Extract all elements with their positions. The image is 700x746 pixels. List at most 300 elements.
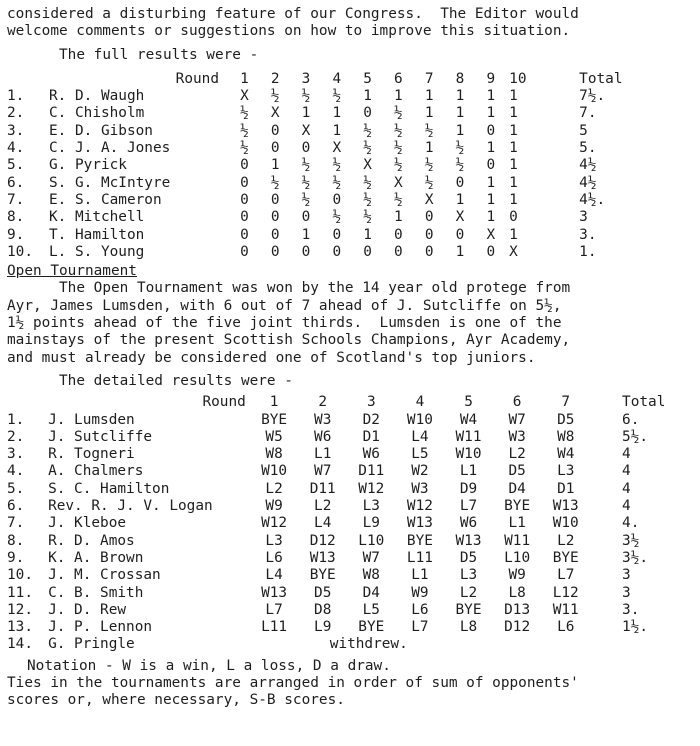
player-name: G. Pyrick xyxy=(49,157,127,174)
score-cell: 0 xyxy=(270,226,280,243)
result-cell: D4 xyxy=(362,584,380,601)
player-rank: 5. xyxy=(7,480,25,497)
player-row xyxy=(7,567,700,584)
player-row xyxy=(7,192,639,209)
congress-header-row xyxy=(7,71,639,88)
result-cell: L2 xyxy=(508,446,526,463)
score-cell: 0 xyxy=(332,191,342,208)
player-row xyxy=(7,105,639,122)
result-cell: L6 xyxy=(557,619,575,636)
score-cell: 1 xyxy=(270,157,280,174)
total-label: Total xyxy=(579,70,623,87)
result-cell: L1 xyxy=(459,463,478,480)
score-cell: ½ xyxy=(301,88,311,105)
score-cell: 0 xyxy=(424,226,434,243)
congress-results-table xyxy=(7,71,639,261)
round-number: 3 xyxy=(301,70,311,87)
result-cell: L1 xyxy=(314,446,332,463)
score-cell: 1 xyxy=(455,243,465,260)
score-cell: ½ xyxy=(332,209,342,226)
score-cell: ½ xyxy=(332,174,342,191)
result-cell: D13 xyxy=(504,601,531,618)
result-cell: L10 xyxy=(504,549,531,566)
result-cell: L4 xyxy=(314,515,332,532)
result-cell: BYE xyxy=(309,567,336,584)
player-name: K. A. Brown xyxy=(48,549,144,566)
score-cell: 1 xyxy=(301,105,311,122)
player-total: 1. xyxy=(579,243,597,260)
player-total: 4. xyxy=(622,515,640,532)
player-row xyxy=(7,515,700,532)
score-cell: ½ xyxy=(424,157,434,174)
player-row xyxy=(7,533,700,550)
player-row xyxy=(7,550,700,567)
result-cell: W3 xyxy=(411,480,429,497)
result-cell: D4 xyxy=(508,480,526,497)
score-cell: 0 xyxy=(455,226,465,243)
score-cell: ½ xyxy=(363,191,372,208)
header-spacer xyxy=(7,394,48,411)
result-cell: BYE xyxy=(261,411,288,428)
player-total: 3 xyxy=(579,209,588,226)
player-name: L. S. Young xyxy=(49,243,145,260)
score-cell: X xyxy=(270,105,280,122)
player-row xyxy=(7,244,639,261)
result-cell: D11 xyxy=(309,480,336,497)
score-cell: 0 xyxy=(332,226,342,243)
score-cell: 0 xyxy=(332,243,342,260)
score-cell: 0 xyxy=(394,243,403,260)
score-cell: 1 xyxy=(509,157,518,174)
result-cell: D5 xyxy=(557,411,575,428)
player-name: R. Togneri xyxy=(48,446,135,463)
score-cell: 1 xyxy=(394,209,403,226)
result-cell: L12 xyxy=(552,584,579,601)
result-cell: L2 xyxy=(557,532,575,549)
open-para-line-3: 1½ points ahead of the five joint thirds. Lumsden is one of the xyxy=(7,315,562,332)
player-row xyxy=(7,227,639,244)
score-cell: 1 xyxy=(424,88,434,105)
round-number: 7 xyxy=(424,70,434,87)
player-name: C. B. Smith xyxy=(48,584,144,601)
result-cell: L3 xyxy=(557,463,575,480)
score-cell: X xyxy=(486,226,496,243)
player-total: 3 xyxy=(622,584,631,601)
player-name: G. Pringle xyxy=(48,636,135,653)
player-rank: 9. xyxy=(7,549,25,566)
result-cell: W9 xyxy=(265,498,283,515)
score-cell: ½ xyxy=(240,105,249,122)
player-rank: 9. xyxy=(7,226,25,243)
player-total: 3½ xyxy=(622,532,640,549)
player-row xyxy=(7,481,700,498)
score-cell: 1 xyxy=(363,226,372,243)
player-rank: 13. xyxy=(7,619,33,636)
result-cell: D2 xyxy=(362,411,380,428)
score-cell: ½ xyxy=(301,174,311,191)
result-cell: D12 xyxy=(504,619,531,636)
result-cell: W8 xyxy=(557,428,575,445)
result-cell: L4 xyxy=(265,567,283,584)
player-rank: 10. xyxy=(7,243,33,260)
player-rank: 6. xyxy=(7,498,25,515)
result-cell: W7 xyxy=(362,549,380,566)
round-number: 7 xyxy=(561,394,571,411)
player-total: 5. xyxy=(579,140,597,157)
result-cell: BYE xyxy=(358,619,385,636)
player-name: J. Lumsden xyxy=(48,411,135,428)
score-cell: 0 xyxy=(363,243,372,260)
player-rank: 11. xyxy=(7,584,33,601)
score-cell: 0 xyxy=(301,243,311,260)
detailed-results-intro: The detailed results were - xyxy=(59,372,293,389)
player-row xyxy=(7,463,700,480)
player-total: 5 xyxy=(579,122,588,139)
player-total: 4 xyxy=(622,498,631,515)
result-cell: L7 xyxy=(557,567,575,584)
score-cell: ½ xyxy=(363,174,372,191)
score-cell: 1 xyxy=(486,191,496,208)
result-cell: W10 xyxy=(455,446,482,463)
player-rank: 7. xyxy=(7,191,25,208)
score-cell: 0 xyxy=(301,209,311,226)
open-header-row xyxy=(7,394,700,411)
score-cell: 1 xyxy=(394,88,403,105)
round-number: 4 xyxy=(332,70,342,87)
score-cell: ½ xyxy=(240,122,249,139)
player-name: C. J. A. Jones xyxy=(49,140,171,157)
round-number: 6 xyxy=(512,394,522,411)
player-rank: 6. xyxy=(7,174,25,191)
player-name: E. S. Cameron xyxy=(49,191,162,208)
player-total: 3½. xyxy=(622,549,649,566)
score-cell: 1 xyxy=(509,140,518,157)
congress-results-body xyxy=(7,88,639,261)
score-cell: 1 xyxy=(455,191,465,208)
round-number: 4 xyxy=(415,394,425,411)
player-rank: 7. xyxy=(7,515,25,532)
score-cell: 1 xyxy=(486,105,496,122)
score-cell: 1 xyxy=(424,140,434,157)
player-total: 4 xyxy=(622,480,631,497)
round-number: 2 xyxy=(318,394,328,411)
result-cell: L2 xyxy=(314,498,332,515)
player-total: 4 xyxy=(622,463,631,480)
result-cell: L3 xyxy=(362,498,380,515)
open-results-body xyxy=(7,412,700,654)
score-cell: 0 xyxy=(424,209,434,226)
result-cell: W13 xyxy=(552,498,579,515)
result-cell: L7 xyxy=(459,498,478,515)
player-total: 3. xyxy=(579,226,597,243)
player-name: R. D. Waugh xyxy=(49,88,145,105)
score-cell: 0 xyxy=(270,209,280,226)
result-cell: L1 xyxy=(508,515,526,532)
result-cell: W5 xyxy=(265,428,283,445)
player-total: 6. xyxy=(622,411,640,428)
result-cell: W6 xyxy=(459,515,478,532)
player-total: 4½ xyxy=(579,174,597,191)
score-cell: ½ xyxy=(240,140,249,157)
player-rank: 8. xyxy=(7,532,25,549)
score-cell: 0 xyxy=(240,226,249,243)
round-number: 5 xyxy=(363,70,372,87)
player-name: J. P. Lennon xyxy=(48,619,153,636)
open-para-line-2: Ayr, James Lumsden, with 6 out of 7 ahead of J. Sutcliffe on 5½, xyxy=(7,297,562,314)
open-results-table xyxy=(7,394,700,653)
ties-line-2: scores or, where necessary, S-B scores. xyxy=(7,692,345,709)
player-row xyxy=(7,175,639,192)
ties-line-1: Ties in the tournaments are arranged in order of sum of opponents' xyxy=(7,674,579,691)
player-total: 7½. xyxy=(579,88,606,105)
score-cell: X xyxy=(509,243,518,260)
intro-line-1: considered a disturbing feature of our Congress. The Editor would xyxy=(7,6,579,22)
score-cell: 1 xyxy=(486,209,496,226)
result-cell: W11 xyxy=(552,601,579,618)
score-cell: 1 xyxy=(332,122,342,139)
result-cell: L2 xyxy=(265,480,283,497)
player-name: J. M. Crossan xyxy=(48,567,161,584)
score-cell: X xyxy=(424,191,434,208)
player-row xyxy=(7,585,700,602)
score-cell: ½ xyxy=(270,174,280,191)
round-number: 6 xyxy=(394,70,403,87)
result-cell: L6 xyxy=(265,549,283,566)
player-row xyxy=(7,498,700,515)
score-cell: 1 xyxy=(509,191,518,208)
player-name: Rev. R. J. V. Logan xyxy=(48,498,213,515)
player-rank: 2. xyxy=(7,105,25,122)
result-cell: W13 xyxy=(406,515,433,532)
score-cell: 1 xyxy=(486,88,496,105)
score-cell: X xyxy=(332,140,342,157)
result-cell: W8 xyxy=(362,567,380,584)
score-cell: ½ xyxy=(363,209,372,226)
result-cell: D8 xyxy=(314,601,332,618)
player-rank: 3. xyxy=(7,122,25,139)
player-name: J. Sutcliffe xyxy=(48,428,153,445)
score-cell: 1 xyxy=(509,105,518,122)
score-cell: 0 xyxy=(240,209,249,226)
result-cell: L3 xyxy=(459,567,478,584)
result-cell: D9 xyxy=(459,480,478,497)
result-cell: W2 xyxy=(411,463,429,480)
result-cell: L6 xyxy=(411,601,429,618)
score-cell: ½ xyxy=(301,157,311,174)
score-cell: 1 xyxy=(455,105,465,122)
result-cell: BYE xyxy=(552,549,579,566)
score-cell: 0 xyxy=(240,243,249,260)
result-cell: W10 xyxy=(406,411,433,428)
score-cell: 1 xyxy=(332,105,342,122)
score-cell: ½ xyxy=(270,88,280,105)
result-cell: L2 xyxy=(459,584,478,601)
player-row xyxy=(7,602,700,619)
result-cell: L5 xyxy=(411,446,429,463)
result-cell: BYE xyxy=(406,532,433,549)
player-rank: 14. xyxy=(7,636,33,653)
score-cell: ½ xyxy=(332,88,342,105)
player-name: T. Hamilton xyxy=(49,226,145,243)
score-cell: 1 xyxy=(455,122,465,139)
full-results-intro: The full results were - xyxy=(59,46,259,63)
open-para-line-5: and must already be considered one of Scotland's top juniors. xyxy=(7,349,536,366)
player-total: 4½. xyxy=(579,191,606,208)
player-row xyxy=(7,446,700,463)
result-cell: W4 xyxy=(557,446,575,463)
round-number: 1 xyxy=(269,394,279,411)
round-number: 1 xyxy=(240,70,249,87)
score-cell: 1 xyxy=(363,88,372,105)
result-cell: D1 xyxy=(362,428,380,445)
player-total: 4½ xyxy=(579,157,597,174)
score-cell: 0 xyxy=(486,122,496,139)
score-cell: 0 xyxy=(240,157,249,174)
score-cell: 0 xyxy=(455,174,465,191)
score-cell: 0 xyxy=(486,157,496,174)
header-spacer xyxy=(7,71,49,88)
result-cell: W10 xyxy=(552,515,579,532)
result-cell: L9 xyxy=(314,619,332,636)
result-cell: L5 xyxy=(362,601,380,618)
result-cell: W11 xyxy=(455,428,482,445)
result-cell: W6 xyxy=(314,428,332,445)
result-cell: W11 xyxy=(504,532,531,549)
total-label: Total xyxy=(622,394,666,411)
score-cell: ½ xyxy=(301,191,311,208)
player-rank: 12. xyxy=(7,601,33,618)
player-name: C. Chisholm xyxy=(49,105,145,122)
intro-line-2: welcome comments or suggestions on how to improve this situation. xyxy=(7,23,571,40)
open-para-line-4: mainstays of the present Scottish Schools Champions, Ayr Academy, xyxy=(7,332,571,349)
result-cell: L3 xyxy=(265,532,283,549)
player-name: J. Kleboe xyxy=(48,515,127,532)
result-cell: D1 xyxy=(557,480,575,497)
score-cell: 0 xyxy=(394,226,403,243)
result-cell: L11 xyxy=(406,549,433,566)
result-cell: W6 xyxy=(362,446,380,463)
player-rank: 1. xyxy=(7,411,25,428)
result-cell: W4 xyxy=(459,411,478,428)
score-cell: ½ xyxy=(424,122,434,139)
result-cell: W13 xyxy=(261,584,288,601)
player-row xyxy=(7,157,639,174)
result-cell: W3 xyxy=(314,411,332,428)
result-cell: W8 xyxy=(265,446,283,463)
score-cell: 0 xyxy=(486,243,496,260)
score-cell: X xyxy=(301,122,311,139)
result-cell: W9 xyxy=(411,584,429,601)
result-cell: D5 xyxy=(459,549,478,566)
score-cell: 0 xyxy=(270,122,280,139)
result-cell: L7 xyxy=(265,601,283,618)
player-total: 3. xyxy=(622,601,640,618)
score-cell: 1 xyxy=(509,174,518,191)
player-total-empty xyxy=(590,636,700,653)
result-cell: L1 xyxy=(411,567,429,584)
score-cell: X xyxy=(455,209,465,226)
result-cell: W12 xyxy=(406,498,433,515)
result-cell: W10 xyxy=(261,463,288,480)
player-name: E. D. Gibson xyxy=(49,122,153,139)
result-cell: L9 xyxy=(362,515,380,532)
score-cell: ½ xyxy=(394,122,403,139)
player-total: 4 xyxy=(622,446,631,463)
score-cell: ½ xyxy=(394,140,403,157)
score-cell: 0 xyxy=(509,209,518,226)
score-cell: X xyxy=(394,174,403,191)
round-number: 9 xyxy=(486,70,496,87)
result-cell: W3 xyxy=(508,428,526,445)
result-cell: W7 xyxy=(314,463,332,480)
round-number: 3 xyxy=(366,394,376,411)
score-cell: 0 xyxy=(363,105,372,122)
player-row xyxy=(7,429,700,446)
player-rank: 8. xyxy=(7,209,25,226)
player-rank: 4. xyxy=(7,140,25,157)
result-cell: L8 xyxy=(459,619,478,636)
score-cell: 0 xyxy=(270,243,280,260)
score-cell: 0 xyxy=(240,191,249,208)
score-cell: 1 xyxy=(509,122,518,139)
notation-line: Notation - W is a win, L a loss, D a draw. xyxy=(27,657,391,674)
player-row xyxy=(7,209,639,226)
round-label: Round xyxy=(202,394,246,411)
result-cell: L7 xyxy=(411,619,429,636)
score-cell: 1 xyxy=(455,88,465,105)
score-cell: 0 xyxy=(424,243,434,260)
player-total: 7. xyxy=(579,105,597,122)
player-name: R. D. Amos xyxy=(48,532,135,549)
score-cell: 1 xyxy=(486,140,496,157)
result-cell: W9 xyxy=(508,567,526,584)
score-cell: 0 xyxy=(240,174,249,191)
round-number: 2 xyxy=(270,70,280,87)
player-row xyxy=(7,88,639,105)
result-cell: W13 xyxy=(455,532,482,549)
round-number: 8 xyxy=(455,70,465,87)
result-cell: L10 xyxy=(358,532,385,549)
score-cell: 0 xyxy=(270,140,280,157)
result-cell: D5 xyxy=(314,584,332,601)
result-cell: L8 xyxy=(508,584,526,601)
score-cell: X xyxy=(363,157,372,174)
score-cell: ½ xyxy=(332,157,342,174)
score-cell: 1 xyxy=(509,226,518,243)
score-cell: ½ xyxy=(455,157,465,174)
score-cell: 1 xyxy=(301,226,311,243)
score-cell: 0 xyxy=(301,140,311,157)
score-cell: ½ xyxy=(394,157,403,174)
result-cell: W12 xyxy=(261,515,288,532)
player-total: 5½. xyxy=(622,428,649,445)
score-cell: ½ xyxy=(394,105,403,122)
player-rank: 2. xyxy=(7,428,25,445)
score-cell: 1 xyxy=(424,105,434,122)
result-cell: BYE xyxy=(504,498,531,515)
result-cell: W7 xyxy=(508,411,526,428)
score-cell: X xyxy=(240,88,249,105)
player-rank: 10. xyxy=(7,567,33,584)
result-cell: L4 xyxy=(411,428,429,445)
round-number: 5 xyxy=(464,394,473,411)
score-cell: 1 xyxy=(509,88,518,105)
player-row xyxy=(7,123,639,140)
score-cell: 0 xyxy=(270,191,280,208)
player-name: J. D. Rew xyxy=(48,601,127,618)
result-cell: W13 xyxy=(309,549,336,566)
score-cell: 1 xyxy=(486,174,496,191)
